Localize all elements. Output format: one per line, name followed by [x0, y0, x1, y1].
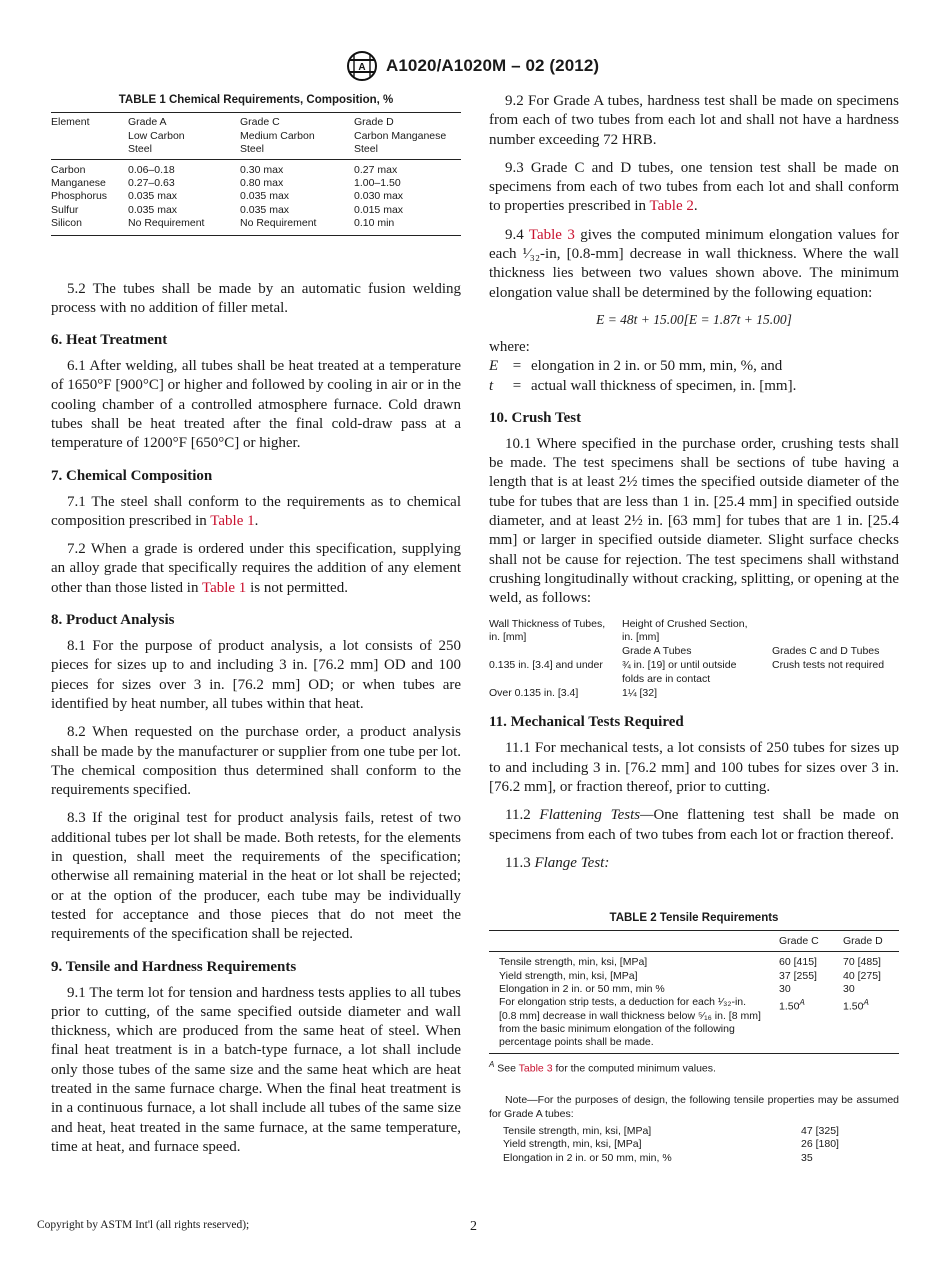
heading-9: 9. Tensile and Hardness Requirements: [51, 958, 297, 975]
heading-7: 7. Chemical Composition: [51, 467, 213, 484]
paragraph-8-3: 8.3 If the original test for product analysis fails, retest of two additional tubes per lot shall be made. Both retests, for the elements in question, shall meet the requirements of the specification; otherwise all remaining material in the heat or lot shall be rejected; or at the option of the producer, each tube may be individually tested for acceptance and those pieces that do not meet the requirements of the specification shall be rejected.: [51, 810, 461, 943]
table-row: Silicon No Requirement No Requirement 0.10 min: [51, 217, 461, 235]
elongation-equation: E = 48t + 15.00[E = 1.87t + 15.00]: [596, 311, 792, 327]
table2-footnote: $^A$ See Table 3 for the computed minimum values.: [489, 1060, 716, 1075]
table2-caption: TABLE 2 Tensile Requirements: [609, 912, 779, 925]
definition-row: E = elongation in 2 in. or 50 mm, min, %, and: [489, 358, 783, 375]
table-row: Phosphorus 0.035 max 0.035 max 0.030 max: [51, 190, 404, 202]
table3-link[interactable]: Table 3: [518, 1062, 553, 1075]
paragraph-9-4: 9.4 Table 3 gives the computed minimum elongation values for each ¹⁄₃₂-in, [0.8-mm] decrease in wall thickness. Where the wall thickness lies between two values shown above. The minimum elongation value shall be determined by the following equation:: [489, 226, 899, 301]
table-row: Tensile strength, min, ksi, [MPa] 47 [325]: [503, 1124, 839, 1137]
table-row: 0.135 in. [3.4] and under ¾ in. [19] or until outside folds are in contact Crush tests not required: [489, 658, 885, 685]
paragraph-11-3: 11.3 Flange Test:: [505, 854, 610, 871]
paragraph-11-1: 11.1 For mechanical tests, a lot consists of 250 tubes for sizes up to and including 3 in. [76.2 mm] and 100 tubes for sizes over 3 in. [76.2 mm], or fraction thereof, prior to cutting.: [489, 740, 899, 795]
crush-test-table: [489, 618, 899, 701]
astm-logo-icon: [344, 50, 380, 82]
table1-header-element: Element: [51, 113, 128, 160]
table-row: Manganese 0.27–0.63 0.80 max 1.00–1.50: [51, 176, 401, 189]
table-row: Carbon 0.06–0.18 0.30 max 0.27 max: [51, 163, 398, 176]
table-row: Over 0.135 in. [3.4] 1¼ [32]: [489, 686, 658, 699]
table-row: Elongation in 2 in. or 50 mm, min % 30 30: [499, 982, 855, 995]
table2: [489, 930, 899, 1054]
table2-link[interactable]: Table 2: [649, 198, 694, 215]
table1-link[interactable]: Table 1: [210, 512, 255, 529]
left-column: [51, 92, 461, 1166]
table1-caption: TABLE 1 Chemical Requirements, Composition, %: [118, 94, 394, 106]
page-number: 2: [470, 1219, 477, 1234]
table1-header-grade-a: Grade A Low Carbon Steel: [128, 113, 240, 160]
table1-link[interactable]: Table 1: [201, 579, 247, 596]
table-row: Sulfur 0.035 max 0.035 max 0.015 max: [51, 203, 404, 216]
paragraph-8-2: 8.2 When requested on the purchase order, a product analysis shall be made by the manufacturer or supplier from one tube per lot. The chemical composition thus determined shall conform to the requirements specified.: [51, 724, 461, 799]
design-note: Note—For the purposes of design, the following tensile properties may be assumed for Grade A tubes:: [489, 1093, 899, 1120]
table3-link[interactable]: Table 3: [528, 226, 575, 243]
table-row: Wall Thickness of Tubes, in. [mm] Height of Crushed Section, in. [mm]: [489, 617, 748, 644]
paragraph-10-1: 10.1 Where specified in the purchase order, crushing tests shall be made. The test specimens shall be sections of tube having a length that is at least 2½ times the specified outside diameter of the tube for tubes that are less than 1 in. [25.4 mm] in specified outside diameter, and at least 2½ in. [63 mm] for tubes that are 1 in. [25.4 mm] or larger in specified outside diameter. Slight surface checks shall not be cause for rejection. The test specimens shall withstand crushing longitudinally without cracking, splitting, or opening at the weld, as follows:: [489, 435, 899, 607]
heading-11: 11. Mechanical Tests Required: [489, 714, 684, 731]
heading-6: 6. Heat Treatment: [51, 332, 168, 349]
table-row: Tensile strength, min, ksi, [MPa] 60 [415] 70 [485]: [499, 956, 881, 969]
table1: [51, 112, 461, 236]
paragraph-9-2: 9.2 For Grade A tubes, hardness test shall be made on specimens from each of two tubes from each lot and shall not have a hardness number exceeding 72 HRB.: [489, 93, 899, 148]
paragraph-9-1: 9.1 The term lot for tension and hardness tests applies to all tubes prior to cutting, of the same specified outside diameter and wall thickness, which are produced from the same heat of steel. When final heat treatment is in a batch-type furnace, a lot shall include only those tubes of the same size and the same heat which are heat treated in the same furnace charge. When the final heat treatment is in a continuous furnace, a lot shall include all tubes of the same size and heat, heat treated in the same furnace, at the same temperature, time at heat, and furnace speed.: [51, 984, 461, 1155]
paragraph-5-2: 5.2 The tubes shall be made by an automatic fusion welding process with no addition of filler metal.: [51, 280, 461, 316]
paragraph-8-1: 8.1 For the purpose of product analysis, a lot consists of 250 pieces for sizes up to and including 3 in. [76.2 mm] OD and 100 pieces for sizes over 3 in. [76.2 mm] OD; or when tubes are identified by heat number, all tubes within that heat.: [51, 638, 461, 712]
svg-text:A: A: [358, 62, 366, 73]
page-header: [0, 50, 950, 90]
table1-header-grade-d: Grade D Carbon Manganese Steel: [354, 113, 461, 160]
right-column: [489, 92, 899, 1165]
table1-header-grade-c: Grade C Medium Carbon Steel: [240, 113, 354, 160]
paragraph-6-1: 6.1 After welding, all tubes shall be heat treated at a temperature of 1650°F [900°C] or higher and followed by cooling in air or in the cooling chamber of a controlled atmosphere furnace. Cold drawn tubes shall be heat treated after the final cold-draw pass at a temperature of 1200°F [650°C] or higher.: [51, 358, 461, 452]
table-row: For elongation strip tests, a deduction for each ¹⁄₃₂-in. [0.8 mm] decrease in wall thickness below ⁵⁄₁₆ in. [8 mm] from the basic minimum elongation of the following percentage points shall be made. $1.50^A$ $1.50^A$: [489, 996, 899, 1054]
copyright-footer: Copyright by ASTM Int'l (all rights reserved);: [37, 1219, 250, 1231]
where-label: where:: [489, 338, 530, 355]
definition-row: t = actual wall thickness of specimen, in. [mm].: [489, 377, 797, 394]
heading-10: 10. Crush Test: [489, 409, 582, 426]
table-row: Elongation in 2 in. or 50 mm, min, % 35: [503, 1151, 813, 1164]
table-row: Yield strength, min, ksi, [MPa] 26 [180]: [503, 1138, 839, 1151]
table2-header-row: [489, 931, 899, 952]
table-row: Yield strength, min, ksi, [MPa] 37 [255] 40 [275]: [499, 969, 881, 982]
paragraph-7-2: 7.2 When a grade is ordered under this specification, supplying an alloy grade that specifically requires the addition of any element other than those listed in Table 1 is not permitted.: [51, 541, 461, 596]
table1-header-row: [51, 113, 461, 160]
paragraph-9-3: 9.3 Grade C and D tubes, one tension test shall be made on specimens from each of two tubes from each lot and shall conform to properties prescribed in Table 2.: [489, 159, 899, 215]
table2-header-grade-d: Grade D: [843, 931, 899, 952]
paragraph-7-1: 7.1 The steel shall conform to the requirements as to chemical composition prescribed in Table 1.: [51, 493, 461, 529]
table-row: Grade A Tubes Grades C and D Tubes: [622, 645, 880, 658]
heading-8: 8. Product Analysis: [51, 612, 175, 629]
paragraph-11-2: 11.2 Flattening Tests—One flattening test shall be made on specimens from each of two tubes from each lot or fraction thereof.: [489, 807, 899, 843]
note-table: [503, 1125, 903, 1166]
table2-header-grade-c: Grade C: [779, 931, 843, 952]
document-title: A1020/A1020M – 02 (2012): [386, 56, 600, 75]
